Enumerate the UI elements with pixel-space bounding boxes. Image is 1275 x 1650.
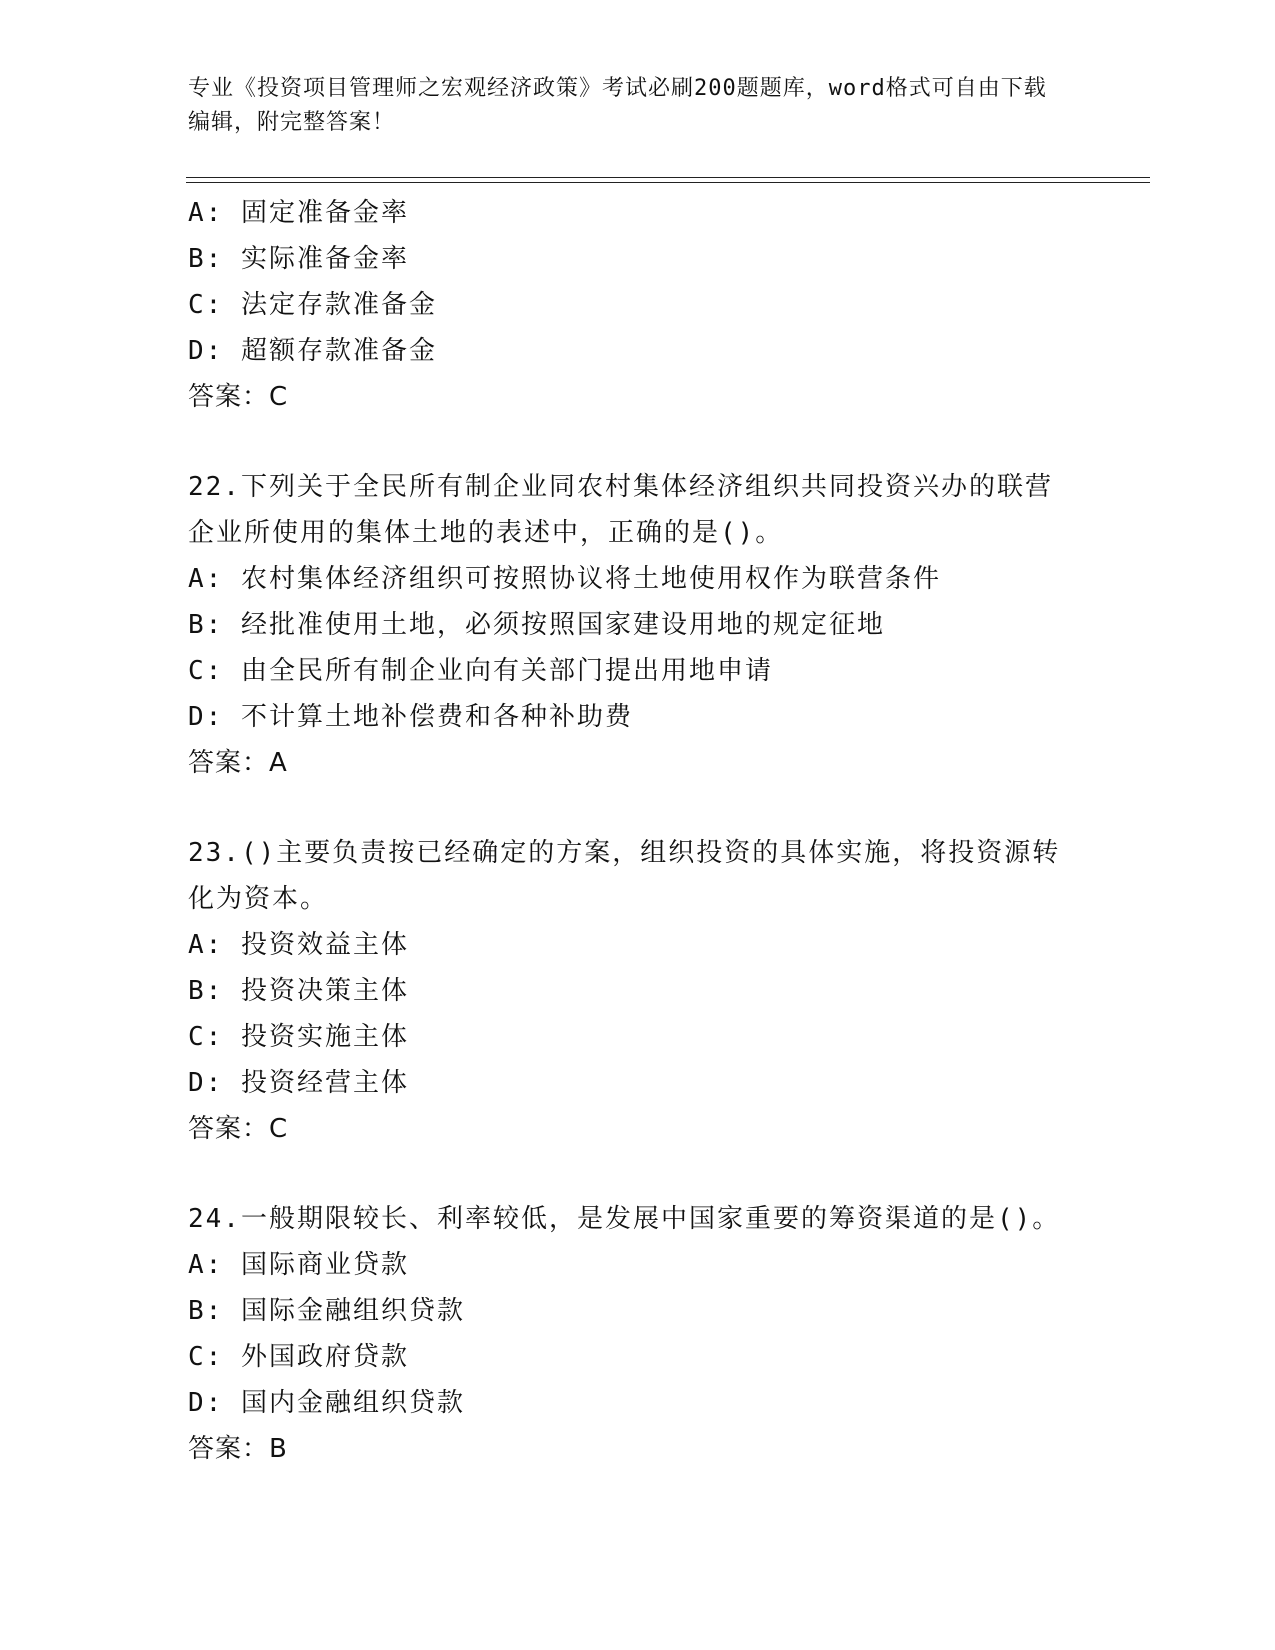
header-divider-bottom [186,182,1150,183]
question-text: 23.()主要负责按已经确定的方案，组织投资的具体实施，将投资源转化为资本。 [188,838,1061,914]
option-d: D: 超额存款准备金 [188,336,437,366]
option-d: D: 国内金融组织贷款 [188,1388,465,1418]
question-22 [188,464,1088,786]
option-b: B: 实际准备金率 [188,244,409,274]
answer: 答案：A [188,748,288,778]
question-24 [188,1196,1088,1472]
option-d: D: 投资经营主体 [188,1068,409,1098]
option-b: B: 投资决策主体 [188,976,409,1006]
answer: 答案：C [188,382,289,412]
option-c: C: 外国政府贷款 [188,1342,409,1372]
answer: 答案：C [188,1114,289,1144]
question-23 [188,830,1088,1152]
option-c: C: 投资实施主体 [188,1022,409,1052]
header-divider-top [186,177,1150,178]
question-text: 24.一般期限较长、利率较低，是发展中国家重要的筹资渠道的是()。 [188,1204,1061,1234]
option-a: A: 国际商业贷款 [188,1250,409,1280]
option-b: B: 经批准使用土地，必须按照国家建设用地的规定征地 [188,610,885,640]
document-header: 专业《投资项目管理师之宏观经济政策》考试必刷200题题库，word格式可自由下载编辑，附完整答案！ [188,76,1047,135]
option-c: C: 法定存款准备金 [188,290,437,320]
option-d: D: 不计算土地补偿费和各种补助费 [188,702,633,732]
option-b: B: 国际金融组织贷款 [188,1296,465,1326]
option-a: A: 固定准备金率 [188,198,409,228]
question-text: 22.下列关于全民所有制企业同农村集体经济组织共同投资兴办的联营企业所使用的集体土地的表述中，正确的是()。 [188,472,1053,548]
option-a: A: 农村集体经济组织可按照协议将土地使用权作为联营条件 [188,564,941,594]
question-list [188,190,1088,1472]
option-a: A: 投资效益主体 [188,930,409,960]
question-21-continued [188,190,1088,420]
option-c: C: 由全民所有制企业向有关部门提出用地申请 [188,656,773,686]
answer: 答案：B [188,1434,288,1464]
